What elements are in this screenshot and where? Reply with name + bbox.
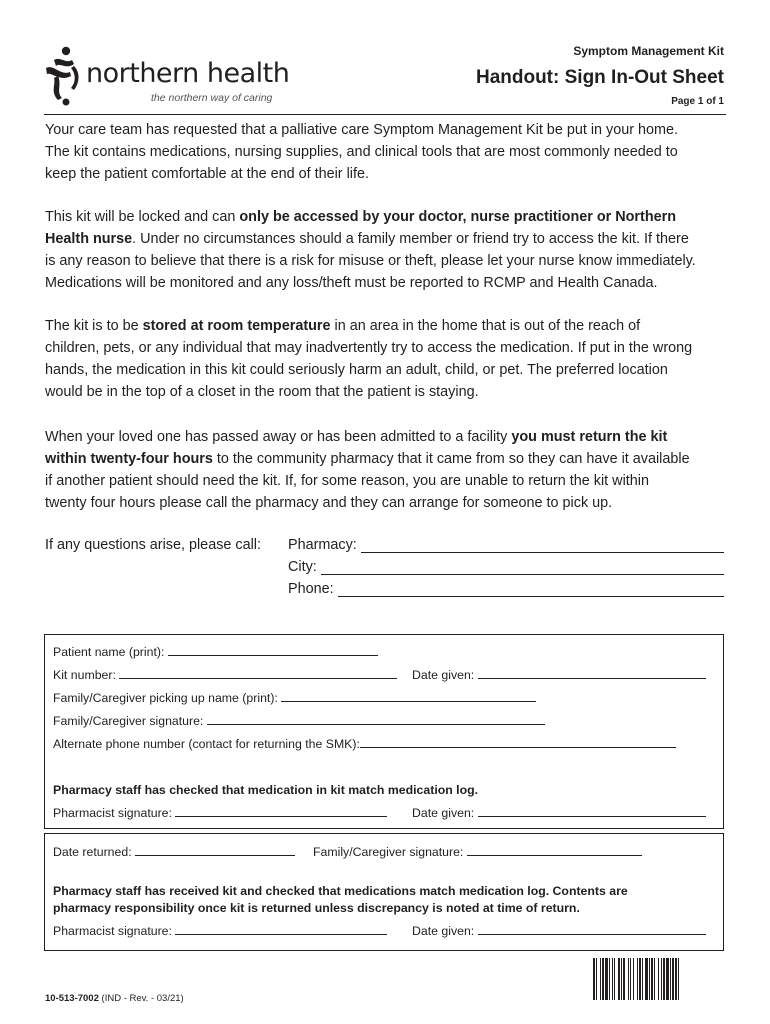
pharmacy-received-line-1: Pharmacy staff has received kit and checked that medications match medication log. Contents are [53, 884, 628, 898]
barcode-bar [602, 958, 604, 1000]
pharmacist-signature-field[interactable]: Pharmacist signature: [53, 805, 387, 821]
barcode-bar [630, 958, 631, 1000]
caregiver-signature-field[interactable]: Family/Caregiver signature: [53, 713, 545, 729]
return-paragraph: When your loved one has passed away or has been admitted to a facility you must return the kit within twenty-four hours to the community pharmacy that it came from so they can have it available if another patient should need the kit. If, for some reason, you are unable to return the kit within twenty four hours please call the pharmacy and they can arrange for someone to pick up. [45, 429, 690, 511]
barcode-bar [621, 958, 622, 1000]
barcode-bar [654, 958, 655, 1000]
pharmacy-field[interactable]: Pharmacy: [288, 537, 724, 553]
barcode-bar [614, 958, 615, 1000]
logo-tagline: the northern way of caring [151, 92, 273, 104]
barcode-bar [645, 958, 648, 1000]
pharmacy-checked-statement: Pharmacy staff has checked that medication in kit match medication log. [53, 783, 479, 797]
date-returned-field[interactable]: Date returned: [53, 844, 295, 860]
barcode-bar [612, 958, 613, 1000]
barcode-bar [678, 958, 679, 1000]
return-box [44, 833, 724, 951]
page-number: Page 1 of 1 [671, 96, 724, 107]
barcode-bar [633, 958, 634, 1000]
caregiver-name-field[interactable]: Family/Caregiver picking up name (print): [53, 690, 536, 706]
date-given-field[interactable]: Date given: [412, 667, 706, 683]
barcode-bar [639, 958, 641, 1000]
storage-paragraph: The kit is to be stored at room temperature in an area in the home that is out of the reach of children, pets, or any individual that may inadvertently try to access the medication. If put in the wrong hands, the medication in this kit could seriously harm an adult, child, or pet. The preferred location would be in the top of a closet in the room that the patient is staying. [45, 318, 693, 400]
barcode-bar [661, 958, 662, 1000]
header-divider [44, 114, 726, 115]
return-date-given-field[interactable]: Date given: [412, 923, 706, 939]
kit-label: Symptom Management Kit [573, 44, 724, 58]
kit-number-field[interactable]: Kit number: [53, 667, 397, 683]
patient-name-field[interactable]: Patient name (print): [53, 644, 378, 660]
barcode [593, 958, 725, 1000]
barcode-bar [623, 958, 625, 1000]
barcode-bar [596, 958, 597, 1000]
city-field[interactable]: City: [288, 559, 724, 575]
barcode-bar [649, 958, 650, 1000]
intro-paragraph: Your care team has requested that a palliative care Symptom Management Kit be put in your home. The kit contains medications, nursing supplies, and clinical tools that are most commonly needed to keep the patient comfortable at the end of their life. [45, 122, 679, 182]
return-pharmacist-signature-field[interactable]: Pharmacist signature: [53, 923, 387, 939]
questions-label: If any questions arise, please call: [45, 537, 261, 553]
pharmacy-received-line-2: pharmacy responsibility once kit is returned unless discrepancy is noted at time of return. [53, 901, 580, 915]
barcode-bar [628, 958, 629, 1000]
barcode-bar [651, 958, 653, 1000]
barcode-bar [605, 958, 608, 1000]
barcode-bar [663, 958, 665, 1000]
return-caregiver-signature-field[interactable]: Family/Caregiver signature: [313, 844, 642, 860]
barcode-bar [618, 958, 620, 1000]
barcode-bar [637, 958, 638, 1000]
form-number: 10-513-7002 (IND - Rev. - 03/21) [45, 993, 184, 1004]
barcode-bar [642, 958, 643, 1000]
page-title: Handout: Sign In-Out Sheet [475, 67, 724, 88]
barcode-bar [672, 958, 674, 1000]
logo-wordmark: northern health [86, 58, 290, 89]
barcode-bar [609, 958, 610, 1000]
barcode-bar [600, 958, 601, 1000]
barcode-bar [670, 958, 671, 1000]
barcode-bar [666, 958, 669, 1000]
barcode-bar [675, 958, 677, 1000]
phone-field[interactable]: Phone: [288, 581, 724, 597]
barcode-bar [658, 958, 659, 1000]
barcode-bar [593, 958, 595, 1000]
date-given-2-field[interactable]: Date given: [412, 805, 706, 821]
sign-out-box [44, 634, 724, 829]
access-paragraph: This kit will be locked and can only be accessed by your doctor, nurse practitioner or Northern Health nurse. Under no circumstances should a family member or friend try to access the kit. If there is any reason to believe that there is a risk for misuse or theft, please let your nurse know immediately. Medications will be monitored and any loss/theft must be reported to RCMP and Health Canada. [45, 209, 696, 291]
alternate-phone-field[interactable]: Alternate phone number (contact for returning the SMK): [53, 736, 676, 752]
